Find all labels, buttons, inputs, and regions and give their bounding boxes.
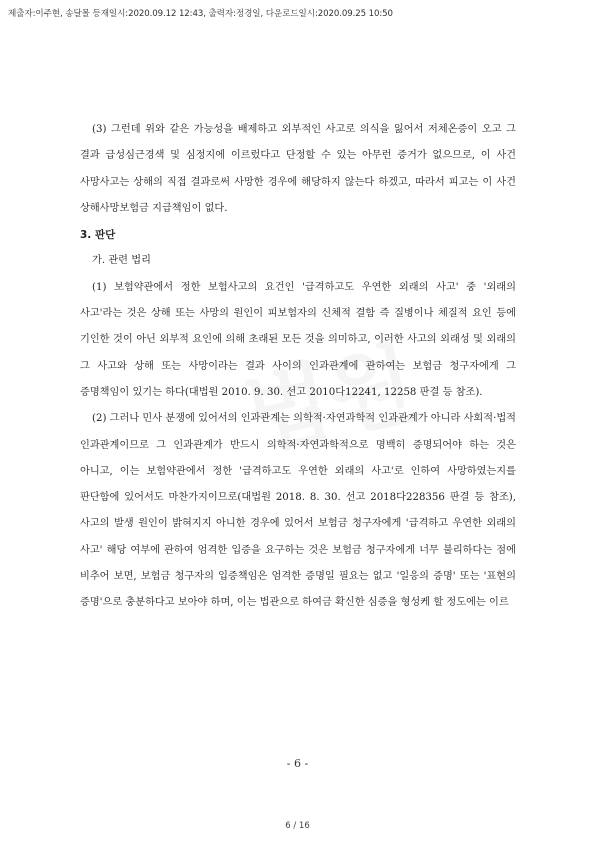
subsection-heading-legal-principles: 가. 관련 법리 xyxy=(92,255,151,267)
submission-meta: 제출자:이주현, 송달몰 등재일시:2020.09.12 12:43, 출력자:정경일, 다운로드일시:2020.09.25 10:50 xyxy=(8,9,393,19)
document-body xyxy=(80,117,516,617)
paragraph-3-argument: (3) 그런데 위와 같은 가능성을 배제하고 외부적인 사고로 의식을 잃어서 저체온증이 오고 그 결과 급성심근경색 및 심정지에 이르렀다고 단정할 수 있는 아무런 증거가 없으므로, 이 사건 사망사고는 상해의 직접 결과로써 사망한 경우에 해당하지 않는다 하겠고, 따라서 피고는 이 사건 상해사망보험금 지급책임이 없다. xyxy=(80,124,516,214)
page-indicator: 6 / 16 xyxy=(285,821,310,831)
paragraph-legal-principle-2: (2) 그러나 민사 분쟁에 있어서의 인과관계는 의학적·자연과학적 인과관계가 아니라 사회적·법적 인과관계이므로 그 인과관계가 반드시 의학적·자연과학적으로 명백히 증명되어야 하는 것은 아니고, 이는 보험약관에서 정한 '급격하고도 우연한 외래의 사고'로 인하여 사망하였는지를 판단함에 있어서도 마찬가지이므로(대법원 2018. 8. 30. 선고 2018다228356 판결 등 참조), 사고의 발생 원인이 밝혀지지 아니한 경우에 있어서 보험금 청구자에게 '급격하고 우연한 외래의 사고' 해당 여부에 관하여 엄격한 입증을 요구하는 것은 보험금 청구자에게 너무 불리하다는 점에 비추어 보면, 보험금 청구자의 입증책임은 엄격한 증명일 필요는 없고 '일응의 증명' 또는 '표현의 증명'으로 충분하다고 보아야 하며, 이는 법관으로 하여금 확신한 심증을 형성케 할 정도에는 이르 xyxy=(80,413,517,609)
page-number: - 6 - xyxy=(286,757,309,770)
section-heading-judgment: 3. 판단 xyxy=(80,229,116,242)
paragraph-legal-principle-1: (1) 보험약관에서 정한 보험사고의 요건인 '급격하고도 우연한 외래의 사고' 중 '외래의 사고'라는 것은 상해 또는 사망의 원인이 피보험자의 신체적 결함 즉 질병이나 체질적 요인 등에 기인한 것이 아닌 외부적 요인에 의해 초래된 모든 것을 의미하고, 이러한 사고의 외래성 및 외래의 그 사고와 상해 또는 사망이라는 결과 사이의 인과관계에 관하여는 보험금 청구자에게 그 증명책임이 있기는 하다(대법원 2010. 9. 30. 선고 2010다12241, 12258 판결 등 참조). xyxy=(80,281,516,398)
